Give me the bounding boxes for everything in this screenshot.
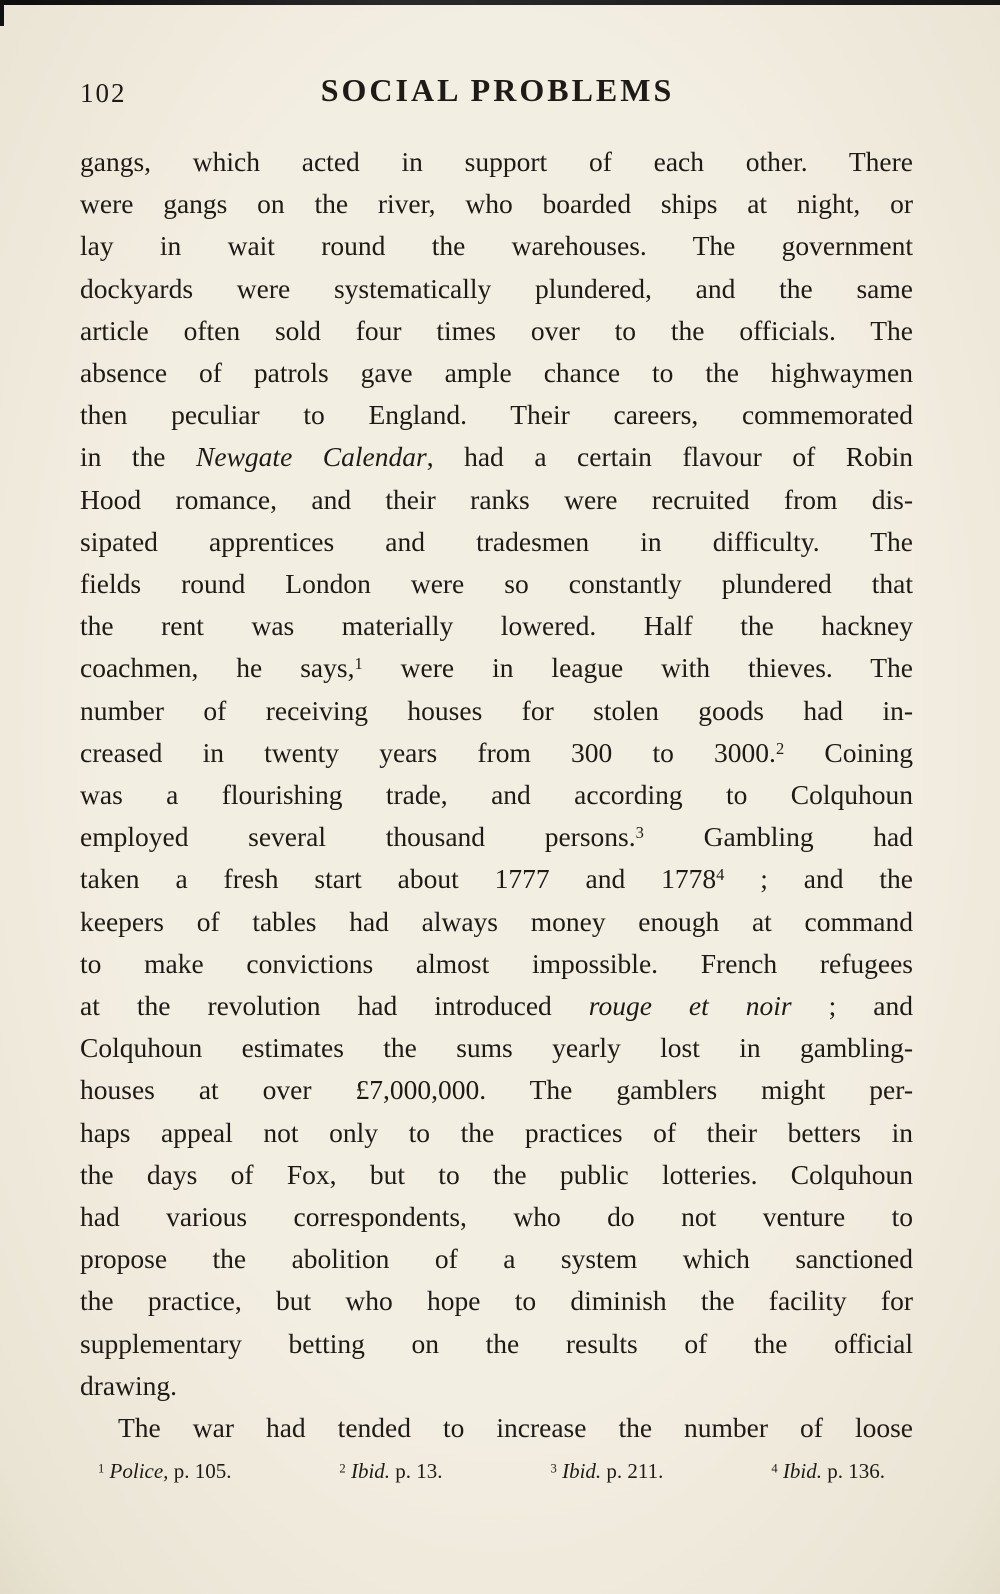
text-segment: were in league with thieves. The [362,652,914,684]
text-line [80,985,913,1027]
footnote-marker: 1 [354,654,363,674]
text-segment: Coining [784,736,913,768]
text-segment: p. 136. [822,1459,885,1483]
text-segment: , had a certain flavour of Robin [426,441,913,473]
text-segment: Gambling had [643,821,913,853]
footnote-marker: 4 [771,1461,778,1476]
text-line [80,605,913,647]
footnote [339,1456,442,1486]
text-line [80,647,913,689]
text-line [80,1407,913,1449]
running-header: SOCIAL PROBLEMS [320,72,675,108]
footnote-marker: 2 [775,738,785,758]
text-segment: The war had tended to increase the number of loose [118,1412,913,1444]
footnote [551,1456,664,1486]
text-line [80,1280,913,1322]
text-segment: propose the abolition of a system which sanctioned [80,1243,913,1275]
footnote-marker: 4 [716,865,725,885]
text-segment: coachmen, he says, [80,652,355,684]
text-segment: to make convictions almost impossible. French refugees [80,947,913,979]
italic-text: rouge et noir [588,990,792,1022]
text-segment: haps appeal not only to the practices of their betters in [80,1116,913,1148]
scan-edge-top [0,0,1000,5]
italic-text: Police, [109,1459,169,1483]
text-line [80,732,913,774]
text-segment: taken a fresh start about 1777 and 1778 [80,863,717,895]
text-segment: fields round London were so constantly plundered that [80,568,913,600]
text-segment: keepers of tables had always money enough at command [80,905,913,937]
text-segment: drawing. [80,1369,177,1401]
text-segment: dockyards were systematically plundered, and the same [80,272,913,304]
text-segment: Colquhoun estimates the sums yearly lost in gambling- [80,1032,913,1064]
italic-text: Ibid. [350,1459,391,1483]
text-line [80,1365,913,1407]
text-line [80,943,913,985]
text-segment: creased in twenty years from 300 to 3000. [80,736,776,768]
scan-edge-left [0,0,4,26]
text-line [80,1112,913,1154]
text-segment: the practice, but who hope to diminish the facility for [80,1285,913,1317]
text-segment: supplementary betting on the results of the official [80,1327,913,1359]
text-line [80,310,913,352]
text-segment: number of receiving houses for stolen goods had in- [80,694,913,726]
text-segment: ; and the [724,863,913,895]
footnote-marker: 1 [98,1461,105,1476]
text-segment: the days of Fox, but to the public lotteries. Colquhoun [80,1158,913,1190]
footnote-marker: 3 [550,1461,557,1476]
text-segment: was a flourishing trade, and according to Colquhoun [80,779,913,811]
text-segment: lay in wait round the warehouses. The government [80,230,913,262]
text-line [80,690,913,732]
text-segment: then peculiar to England. Their careers, commemorated [80,399,913,431]
text-segment: article often sold four times over to the officials. The [80,314,913,346]
footnote [771,1456,885,1486]
text-line [80,1154,913,1196]
footnote-marker: 3 [635,823,644,842]
page-number: 102 [80,78,127,108]
text-segment: gangs, which acted in support of each other. There [80,146,913,177]
text-line [80,521,913,563]
text-segment: employed several thousand persons. [80,821,636,853]
text-line [80,1238,913,1280]
text-line [80,352,913,394]
text-line [80,436,913,478]
text-segment: had various correspondents, who do not venture to [80,1201,913,1233]
italic-text: Ibid. [782,1459,822,1483]
text-segment: sipated apprentices and tradesmen in difficulty. The [80,525,913,557]
text-line [80,1027,913,1069]
italic-text: Newgate Calendar [196,441,427,473]
text-line [80,394,913,436]
text-line [80,901,913,943]
body-text [80,141,913,1449]
text-line [80,141,913,183]
text-line [80,816,913,858]
text-segment: absence of patrols gave ample chance to the highwaymen [80,357,913,389]
text-segment: p. 105. [168,1459,232,1483]
text-line [80,1196,913,1238]
text-segment: ; and [791,990,913,1022]
text-segment: p. 13. [390,1459,443,1483]
text-line [80,268,913,310]
footnote [98,1456,231,1486]
text-segment: in the [80,441,197,473]
text-segment: at the revolution had introduced [80,990,589,1022]
text-line [80,1069,913,1111]
italic-text: Ibid. [562,1459,602,1483]
text-segment: the rent was materially lowered. Half the hackney [80,610,913,642]
text-line [80,1323,913,1365]
footnote-marker: 2 [339,1461,346,1476]
text-line [80,479,913,521]
footnotes-row [98,1456,885,1486]
text-segment: p. 211. [601,1459,664,1483]
text-segment: were gangs on the river, who boarded ships at night, or [80,188,913,220]
text-line [80,774,913,816]
text-line [80,563,913,605]
text-line [80,225,913,267]
text-segment: houses at over £7,000,000. The gamblers might per- [80,1074,913,1106]
text-line [80,183,913,225]
page-header-row [80,72,915,112]
text-line [80,858,913,900]
text-segment: Hood romance, and their ranks were recruited from dis- [80,483,913,515]
